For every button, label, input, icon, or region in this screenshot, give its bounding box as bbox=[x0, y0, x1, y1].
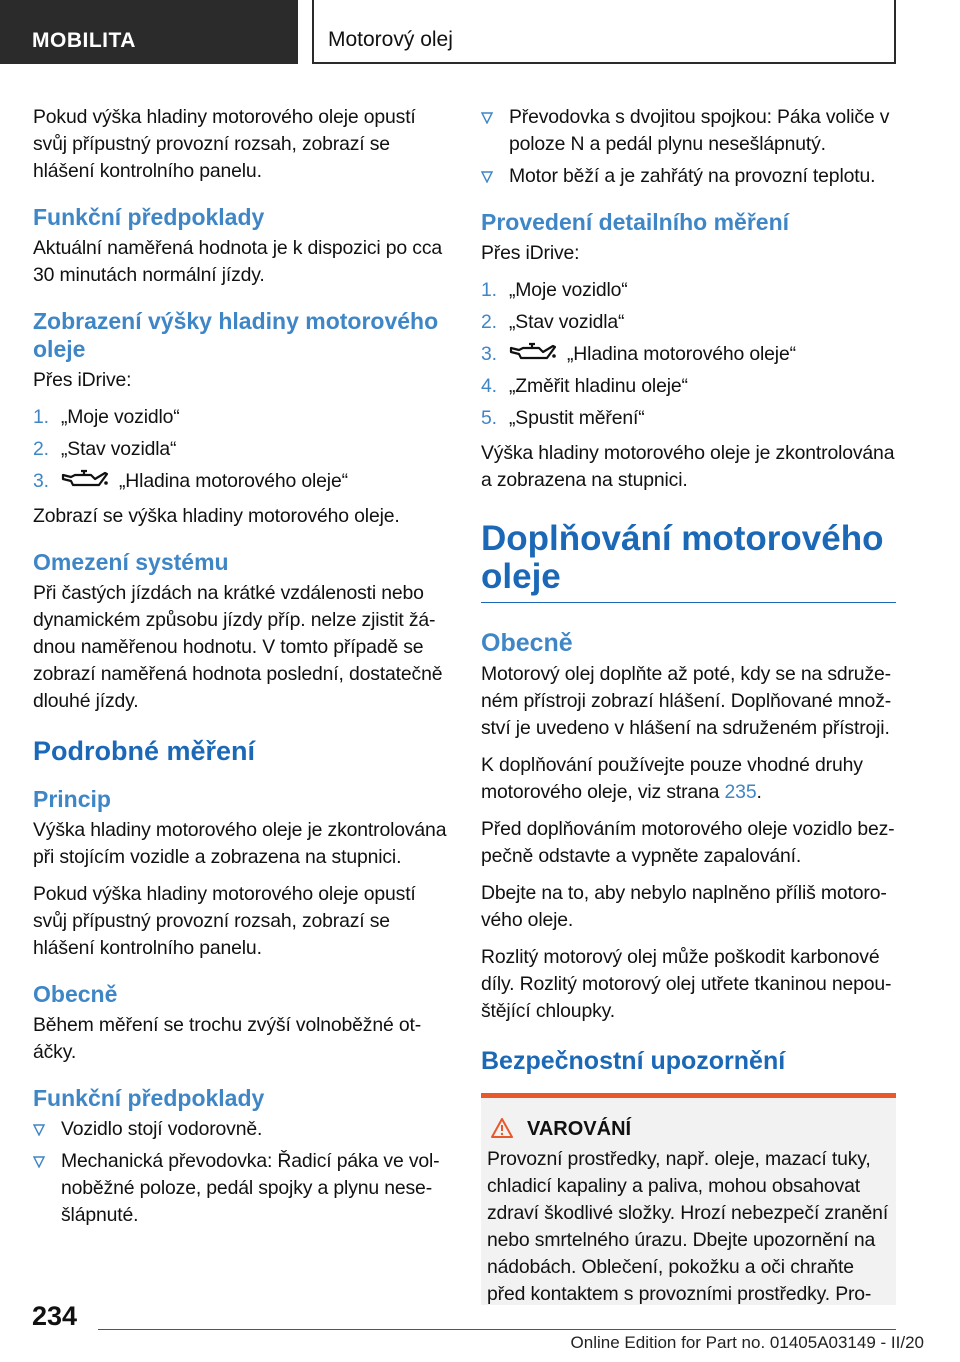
warning-text: Provozní prostředky, např. oleje, mazací tuky, chladicí kapaliny a paliva, mohou obsahovat zdraví škodlivé složky. Hrozí nebezpečí zranění nebo smrtelného úrazu. Dbejte upozornění na nádobách. Oblečení, pokožku a oči chraňte před kontaktem s provozními prostředky. Pro- bbox=[487, 1148, 889, 1305]
paragraph: Dbejte na to, aby nebylo naplněno příliš motoro-vého oleje. bbox=[481, 882, 887, 931]
paragraph: Aktuální naměřená hodnota je k dispozici po cca 30 minutách normální jízdy. bbox=[33, 237, 443, 286]
chapter-title: Motorový olej bbox=[312, 0, 896, 64]
list-item bbox=[481, 163, 896, 190]
list-item bbox=[33, 1148, 453, 1229]
paragraph-text: . bbox=[756, 781, 762, 803]
idrive-steps bbox=[33, 404, 453, 495]
step-number: 5. bbox=[481, 407, 497, 429]
heading-safety-notes: Bezpečnostní upozornění bbox=[481, 1047, 786, 1075]
heading-system-limits: Omezení systému bbox=[33, 549, 229, 575]
prerequisite-list-continued bbox=[481, 104, 896, 190]
step-text: „Spustit měření“ bbox=[509, 407, 645, 429]
paragraph bbox=[481, 752, 896, 806]
step-number: 1. bbox=[481, 279, 497, 301]
heading-functional-prerequisites: Funkční předpoklady bbox=[33, 204, 265, 230]
paragraph-text: K doplňování používejte pouze vhodné druhy motorového oleje, viz strana bbox=[481, 754, 863, 803]
page-reference-link[interactable]: 235 bbox=[724, 781, 757, 803]
paragraph: Pokud výška hladiny motorového oleje opustí svůj přípustný provozní rozsah, zobrazí se hlášení kontrolního panelu. bbox=[33, 883, 416, 959]
list-item[interactable] bbox=[481, 373, 896, 400]
list-item[interactable] bbox=[33, 404, 453, 431]
bullet-text: Vozidlo stojí vodorovně. bbox=[61, 1118, 263, 1140]
left-column bbox=[33, 104, 453, 1237]
list-item[interactable] bbox=[481, 405, 896, 432]
warning-box bbox=[481, 1093, 896, 1305]
paragraph: Pokud výška hladiny motorového oleje opustí svůj přípustný provozní rozsah, zobrazí se hlášení kontrolního panelu. bbox=[33, 106, 416, 182]
list-item[interactable] bbox=[33, 436, 453, 463]
warning-title-text: VAROVÁNÍ bbox=[527, 1118, 632, 1140]
paragraph: Motorový olej doplňte až poté, kdy se na sdruže-ném přístroji zobrazí hlášení. Doplňované množ-ství je uvedeno v hlášení na sdruženém přístroji. bbox=[481, 663, 892, 739]
paragraph: Zobrazí se výška hladiny motorového oleje. bbox=[33, 505, 400, 527]
bullet-text: Převodovka s dvojitou spojkou: Páka voliče v poloze N a pedál plynu nesešlápnutý. bbox=[509, 106, 890, 155]
triangle-bullet-icon bbox=[481, 112, 493, 124]
warning-triangle-icon bbox=[491, 1118, 513, 1138]
paragraph: Výška hladiny motorového oleje je zkontrolována při stojícím vozidle a zobrazena na stupnici. bbox=[33, 819, 447, 868]
paragraph: Při častých jízdách na krátké vzdálenosti nebo dynamickém způsobu jízdy příp. nelze zjistit žá-dnou naměřenou hodnotu. V tomto případě se zobrazí naměřená hodnota poslední, dostatečně dlouhé jízdy. bbox=[33, 582, 443, 712]
paragraph: Rozlitý motorový olej může poškodit karbonové díly. Rozlitý motorový olej utřete tkaninou nepou-štějící chloupky. bbox=[481, 946, 892, 1022]
list-item bbox=[33, 1116, 453, 1143]
step-number: 2. bbox=[33, 438, 49, 460]
idrive-steps bbox=[481, 277, 896, 432]
oil-can-icon bbox=[509, 342, 557, 364]
list-item[interactable] bbox=[481, 309, 896, 336]
edition-note: Online Edition for Part no. 01405A03149 - II/20 bbox=[570, 1333, 924, 1352]
heading-general: Obecně bbox=[33, 981, 118, 1007]
heading-functional-prerequisites: Funkční předpoklady bbox=[33, 1085, 265, 1111]
step-number: 4. bbox=[481, 375, 497, 397]
step-number: 1. bbox=[33, 406, 49, 428]
triangle-bullet-icon bbox=[33, 1124, 45, 1136]
step-text: „Hladina motorového oleje“ bbox=[119, 470, 348, 492]
warning-title bbox=[491, 1116, 890, 1142]
list-item[interactable] bbox=[481, 277, 896, 304]
triangle-bullet-icon bbox=[33, 1156, 45, 1168]
section-tab: MOBILITA bbox=[0, 0, 298, 64]
heading-oil-top-up: Doplňování motorového oleje bbox=[481, 520, 896, 603]
paragraph: Výška hladiny motorového oleje je zkontrolována a zobrazena na stupnici. bbox=[481, 442, 895, 491]
heading-perform-measurement: Provedení detailního měření bbox=[481, 209, 790, 235]
step-text: „Stav vozidla“ bbox=[61, 438, 177, 460]
bullet-text: Mechanická převodovka: Řadicí páka ve vol-noběžné poloze, pedál spojky a plynu nese-šlápnuté. bbox=[61, 1150, 440, 1226]
list-item[interactable] bbox=[33, 468, 453, 495]
triangle-bullet-icon bbox=[481, 171, 493, 183]
bullet-text: Motor běží a je zahřátý na provozní teplotu. bbox=[509, 165, 876, 187]
footer-divider bbox=[98, 1329, 896, 1330]
list-item[interactable] bbox=[481, 341, 896, 368]
paragraph: Během měření se trochu zvýší volnoběžné ot-áčky. bbox=[33, 1014, 422, 1063]
list-item bbox=[481, 104, 896, 158]
heading-oil-level-display: Zobrazení výšky hladiny motorového oleje bbox=[33, 308, 439, 362]
step-text: „Změřit hladinu oleje“ bbox=[509, 375, 688, 397]
oil-can-icon bbox=[61, 469, 109, 491]
heading-general: Obecně bbox=[481, 629, 573, 657]
step-text: „Moje vozidlo“ bbox=[61, 406, 180, 428]
step-text: „Hladina motorového oleje“ bbox=[567, 343, 796, 365]
step-text: „Stav vozidla“ bbox=[509, 311, 625, 333]
heading-principle: Princip bbox=[33, 786, 111, 812]
paragraph: Přes iDrive: bbox=[481, 242, 580, 264]
heading-detailed-measurement: Podrobné měření bbox=[33, 736, 256, 766]
step-number: 3. bbox=[481, 343, 497, 365]
step-number: 2. bbox=[481, 311, 497, 333]
step-number: 3. bbox=[33, 470, 49, 492]
page-number: 234 bbox=[32, 1301, 78, 1331]
prerequisite-list bbox=[33, 1116, 453, 1229]
paragraph: Před doplňováním motorového oleje vozidlo bez-pečně odstavte a vypněte zapalování. bbox=[481, 818, 895, 867]
right-column bbox=[481, 104, 896, 1305]
step-text: „Moje vozidlo“ bbox=[509, 279, 628, 301]
paragraph: Přes iDrive: bbox=[33, 369, 132, 391]
